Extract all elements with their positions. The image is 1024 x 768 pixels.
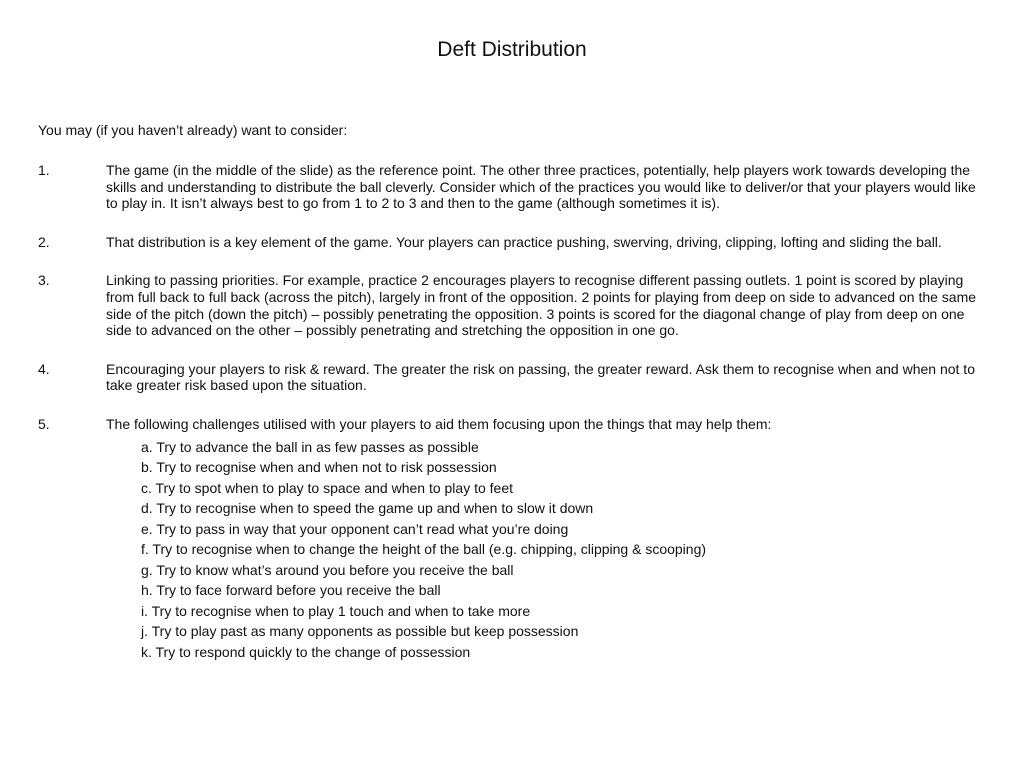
- list-text: The following challenges utilised with your players to aid them focusing upon the things that may help them:: [106, 415, 772, 432]
- challenge-item-h: h. Try to face forward before you receive the ball: [141, 582, 441, 599]
- list-number: 1.: [38, 162, 50, 178]
- slide-title: Deft Distribution: [437, 38, 587, 61]
- list-text: Encouraging your players to risk & reward. The greater the risk on passing, the greater reward. Ask them to recognise when and when not to take greater risk based upon the situation.: [106, 360, 975, 394]
- challenge-item-g: g. Try to know what’s around you before you receive the ball: [141, 561, 514, 578]
- list-number: 2.: [38, 233, 50, 250]
- list-number: 3.: [38, 272, 50, 289]
- list-item-3: [38, 272, 986, 338]
- challenge-item-a: a. Try to advance the ball in as few passes as possible: [141, 438, 479, 455]
- challenge-item-f: f. Try to recognise when to change the height of the ball (e.g. chipping, clipping & scooping): [141, 541, 707, 558]
- challenge-item-k: k. Try to respond quickly to the change of possession: [141, 643, 471, 660]
- list-text: The game (in the middle of the slide) as the reference point. The other three practices, potentially, help players work towards developing the skills and understanding to distribute the ball cleverly. Consider which of the practices you would like to deliver/or that your players would like to play in. It isn’t always best to go from 1 to 2 to 3 and then to the game (although sometimes it is).: [106, 162, 976, 212]
- challenge-item-c: c. Try to spot when to play to space and when to play to feet: [141, 479, 513, 496]
- list-text: That distribution is a key element of the game. Your players can practice pushing, swerving, driving, clipping, lofting and sliding the ball.: [106, 233, 942, 250]
- challenge-sublist: [141, 437, 986, 663]
- challenge-item-e: e. Try to pass in way that your opponent can’t read what you’re doing: [141, 520, 569, 537]
- challenge-item-b: b. Try to recognise when and when not to risk possession: [141, 459, 497, 476]
- challenge-item-d: d. Try to recognise when to speed the game up and when to slow it down: [141, 500, 594, 517]
- numbered-list: [38, 162, 986, 684]
- list-item-1: [38, 162, 986, 212]
- list-text: Linking to passing priorities. For example, practice 2 encourages players to recognise different passing outlets. 1 point is scored by playing from full back to full back (across the pitch), largely in front of the opposition. 2 points for playing from deep on side to advanced on the same side of the pitch (down the pitch) – possibly penetrating the opposition. 3 points is scored for the diagonal change of play from deep on one side to advanced on the other – possibly penetrating and stretching the opposition in one go.: [106, 272, 977, 339]
- list-number: 5.: [38, 415, 50, 432]
- list-item-2: [38, 234, 986, 251]
- list-item-5: [38, 416, 986, 662]
- list-number: 4.: [38, 360, 50, 377]
- list-text-container: [106, 416, 986, 662]
- challenge-item-i: i. Try to recognise when to play 1 touch and when to take more: [141, 602, 531, 619]
- intro-text: You may (if you haven’t already) want to consider:: [38, 122, 348, 138]
- list-item-4: [38, 361, 986, 394]
- challenge-item-j: j. Try to play past as many opponents as possible but keep possession: [141, 623, 579, 640]
